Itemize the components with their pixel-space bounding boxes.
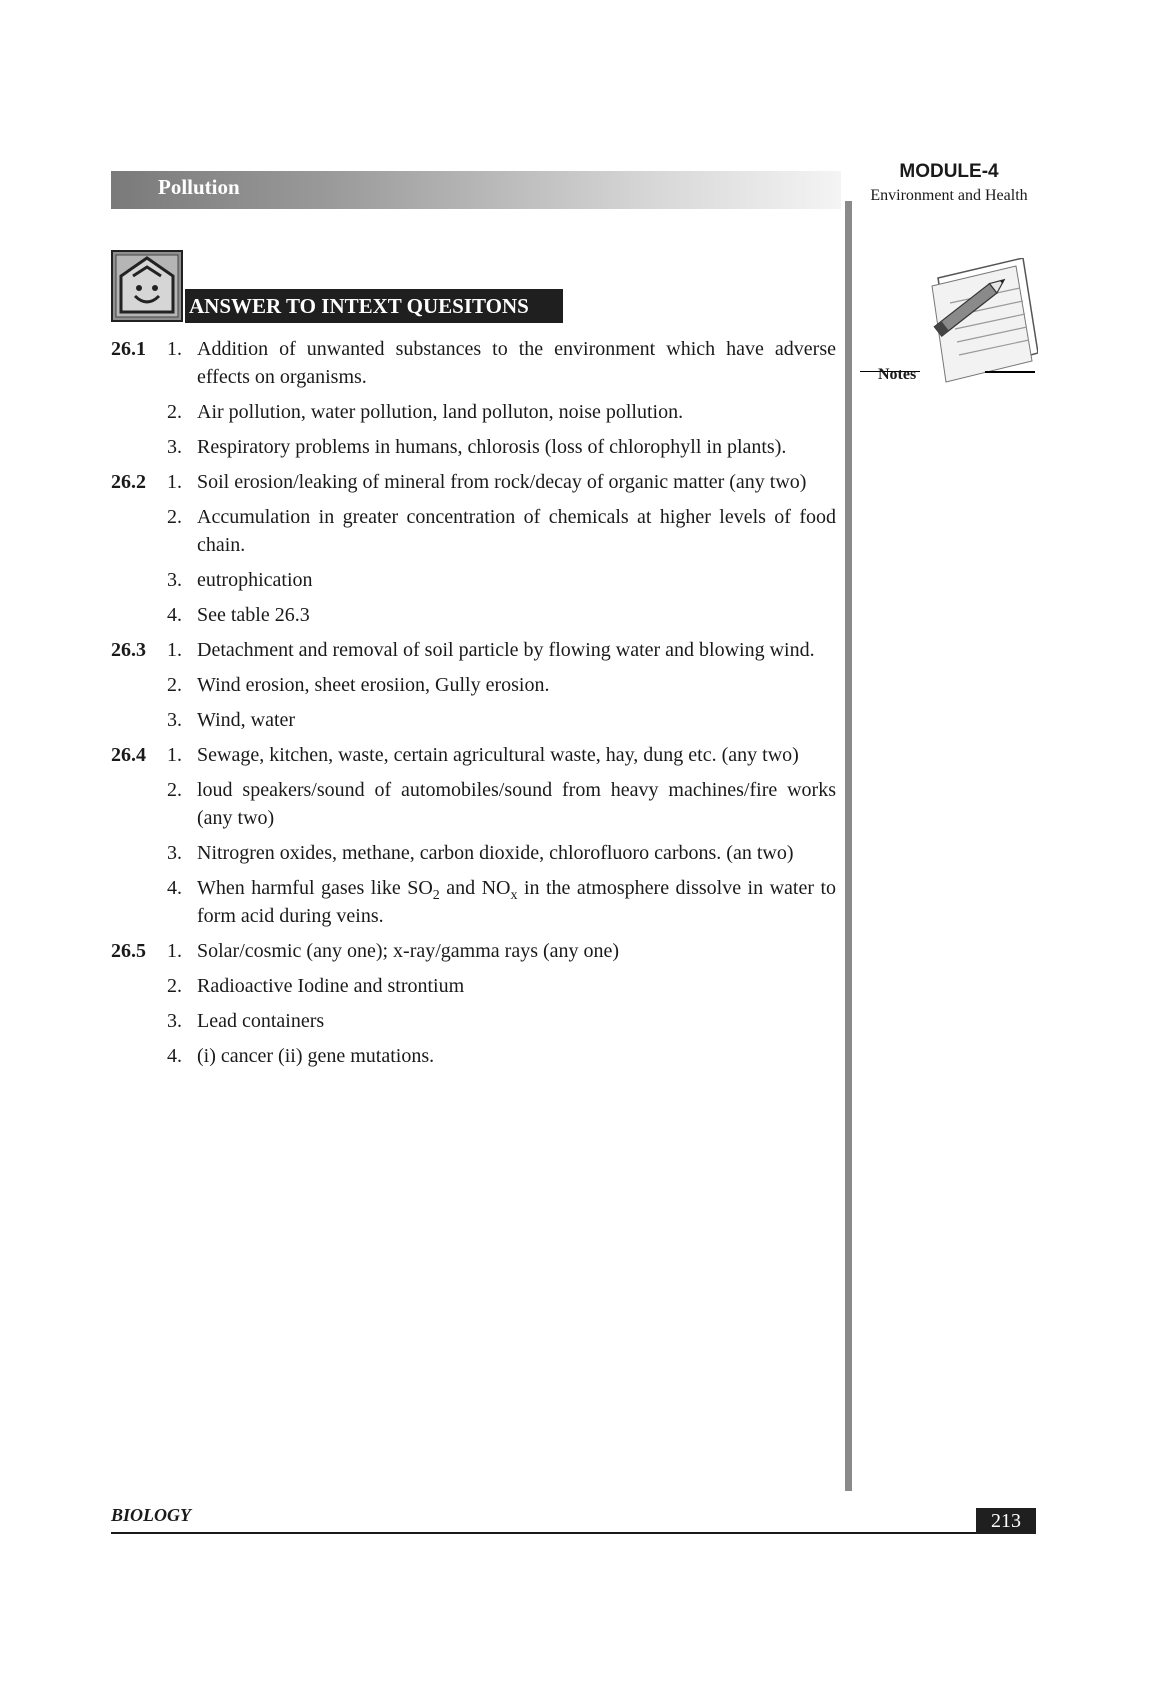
item-number: 4.: [167, 604, 182, 626]
answer-item: [167, 335, 836, 391]
answer-group-26-2: [111, 468, 836, 629]
answer-group-26-1: [111, 335, 836, 461]
item-text: Sewage, kitchen, waste, certain agricultural waste, hay, dung etc. (any two): [197, 744, 799, 766]
answer-item: [167, 776, 836, 832]
answer-item: [167, 433, 836, 461]
answer-item: [167, 1007, 836, 1035]
item-number: 2.: [167, 674, 182, 696]
item-text: eutrophication: [197, 569, 313, 591]
item-text: Solar/cosmic (any one); x-ray/gamma rays (any one): [197, 940, 620, 962]
answer-item: [167, 503, 836, 559]
item-number: 3.: [167, 709, 182, 731]
item-number: 4.: [167, 1045, 182, 1067]
item-text: Detachment and removal of soil particle by flowing water and blowing wind.: [197, 639, 815, 661]
answer-item: [167, 706, 836, 734]
chapter-header-band: [111, 171, 841, 209]
answer-item: [167, 468, 836, 496]
margin-divider: [845, 201, 852, 1491]
answer-item: [167, 874, 836, 930]
answer-group-26-3: [111, 636, 836, 734]
item-text: [197, 877, 836, 927]
subscript: x: [510, 888, 518, 903]
item-text: Lead containers: [197, 1010, 325, 1032]
answers-section-icon: [111, 250, 183, 322]
answer-item: [167, 937, 836, 965]
answer-item: [167, 741, 836, 769]
item-number: 2.: [167, 506, 182, 528]
item-text: (i) cancer (ii) gene mutations.: [197, 1045, 435, 1067]
item-text: Soil erosion/leaking of mineral from rock/decay of organic matter (any two): [197, 471, 807, 493]
subscript: 2: [432, 888, 440, 903]
notes-pencil-icon: [928, 258, 1038, 388]
answer-item: [167, 1042, 836, 1070]
item-number: 3.: [167, 436, 182, 458]
item-text: Air pollution, water pollution, land polluton, noise pollution.: [197, 401, 684, 423]
item-text: Radioactive Iodine and strontium: [197, 975, 465, 997]
text-part: in the atmosphere dissolve in water to form acid during veins.: [197, 877, 837, 927]
item-number: 2.: [167, 401, 182, 423]
item-text: Respiratory problems in humans, chlorosis (loss of chlorophyll in plants).: [197, 436, 787, 458]
text-part: When harmful gases like SO: [197, 877, 433, 899]
footer-rule: [111, 1532, 1036, 1534]
item-number: 1.: [167, 639, 182, 661]
answers-list: [111, 335, 836, 1077]
item-number: 1.: [167, 338, 182, 360]
group-number: 26.1: [111, 338, 146, 360]
group-number: 26.2: [111, 471, 146, 493]
module-subtitle: Environment and Health: [870, 187, 1028, 204]
item-number: 3.: [167, 842, 182, 864]
item-number: 2.: [167, 975, 182, 997]
section-title: ANSWER TO INTEXT QUESITONS: [185, 289, 563, 323]
answer-item: [167, 601, 836, 629]
item-text: Wind erosion, sheet erosiion, Gully erosion.: [197, 674, 550, 696]
item-text: Addition of unwanted substances to the environment which have adverse effects on organisms.: [197, 338, 836, 388]
group-number: 26.4: [111, 744, 146, 766]
item-number: 1.: [167, 940, 182, 962]
page-number: 213: [976, 1508, 1036, 1534]
answer-item: [167, 671, 836, 699]
answer-item: [167, 839, 836, 867]
group-number: 26.5: [111, 940, 146, 962]
item-text: See table 26.3: [197, 604, 310, 626]
answer-group-26-4: [111, 741, 836, 930]
item-text: loud speakers/sound of automobiles/sound from heavy machines/fire works (any two): [197, 779, 836, 829]
item-number: 3.: [167, 1010, 182, 1032]
item-text: Accumulation in greater concentration of chemicals at higher levels of food chain.: [197, 506, 836, 556]
item-number: 1.: [167, 744, 182, 766]
footer-subject: BIOLOGY: [111, 1505, 191, 1525]
item-number: 1.: [167, 471, 182, 493]
text-part: and NO: [439, 877, 511, 899]
item-text: Nitrogren oxides, methane, carbon dioxide, chlorofluoro carbons. (an two): [197, 842, 794, 864]
group-number: 26.3: [111, 639, 146, 661]
item-number: 2.: [167, 779, 182, 801]
notes-rule-right: [985, 371, 1035, 373]
item-number: 4.: [167, 877, 182, 899]
answer-item: [167, 566, 836, 594]
answer-group-26-5: [111, 937, 836, 1070]
notes-label: Notes: [878, 366, 917, 383]
chapter-title: Pollution: [158, 175, 240, 199]
item-number: 3.: [167, 569, 182, 591]
answer-item: [167, 972, 836, 1000]
module-title: MODULE-4: [899, 161, 999, 182]
answer-item: [167, 636, 836, 664]
item-text: Wind, water: [197, 709, 296, 731]
answer-item: [167, 398, 836, 426]
